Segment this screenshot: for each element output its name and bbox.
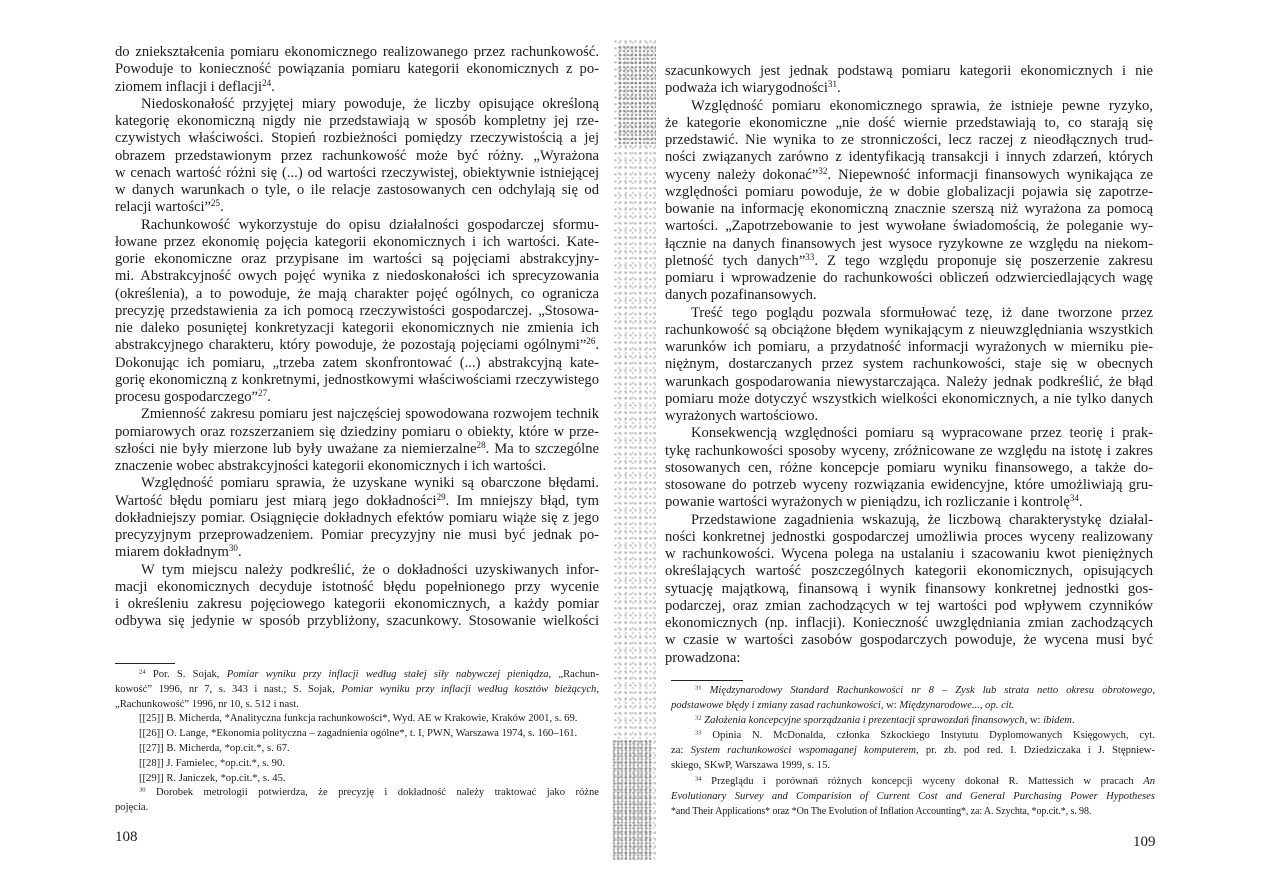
text-line: podarczej, oraz zmian zachodzących w tej wartości pod wpływem czynników [665,597,1153,614]
footnote-line: $^{30}$ Dorobek metrologii potwierdza, że precyzję i dokładność należy traktować jako różne [139,786,599,799]
text-line: bowanie na informację ekonomiczną znacznie szerszą niż wyrażona za pomocą [665,201,1153,217]
left-page-number: 108 [115,829,138,845]
footnote [115,742,599,757]
text-line: wyceny należy dokonać”$^{32}$. Niepewność informacji finansowych wynikająca ze [665,165,1153,183]
left-page-body [115,44,599,631]
paragraph [665,512,1153,667]
text-line: gorie ekonomiczne oraz przypisane im wartości są pojęciami abstrakcyjny- [115,251,599,267]
text-line: ziomem inflacji i deflacji$^{24}$. [115,77,275,95]
left-page-footnotes [115,668,599,816]
text-line: Względność pomiaru ekonomicznego sprawia, że istnieje pewne ryzyko, [691,97,1153,114]
text-line: podważa ich wiarygodności$^{31}$. [665,79,841,97]
text-line: Wartość błędu pomiaru jest miarą jego dokładności$^{29}$. Im mniejszy błąd, tym [115,491,599,509]
footnote [671,728,1155,773]
footnote-marker: 29 [436,491,446,502]
paragraph [665,98,1153,305]
text-line: w rachunkowości. Wycena polega na ustalaniu i szacowaniu kwot pieniężnych [665,546,1153,562]
footnote-marker: 31 [827,79,837,90]
text-line: i określeniu zakresu pojęciowego kategorii ekonomicznych, a każdy pomiar [115,596,599,612]
text-line: Rachunkowość wykorzystuje do opisu działalności gospodarczej sformu- [141,216,599,233]
footnote-line: [[27]] B. Micherda, *op.cit.*, s. 67. [139,742,290,754]
text-line: Przedstawione zagadnienia wskazują, że liczbową charakterystykę działal- [691,511,1153,528]
text-line: pletność tych danych”$^{33}$. Z tego względu proponuje się poszerzenie zakresu [665,251,1153,269]
text-line: danych pozafinansowych. [665,287,817,304]
text-line: pomiaru i wprowadzenie do rachunkowości obliczeń odzwierciedlających wagę [665,270,1153,286]
footnote-line: $^{32}$ Założenia koncepcyjne sporządzania i prezentacji sprawozdań finansowych, w: ibidem. [695,714,1075,727]
text-line: wyrażonych wartościowo. [665,408,819,424]
paragraph [115,96,599,217]
footnote-marker: 34 [695,774,702,782]
text-line: procesu gospodarczego”$^{27}$. [115,388,271,405]
text-line: macji ekonomicznych decyduje istotność błędu popełnionego przy wycenie [115,578,599,595]
text-line: rachunkowość są obciążone błędem wynikającym z nieuwzględniania wszystkich [665,321,1153,338]
footnote-line: [[25]] B. Micherda, *Analityczna funkcja rachunkowości*, Wyd. AE w Krakowie, Kraków 2001, s. 69. [139,713,578,725]
text-line: precyzyjnym przeprowadzeniem. Pomiar precyzyjny nie musi być jednak po- [115,527,599,543]
paragraph [665,425,1153,511]
text-line: względności pomiaru powoduje, że w dobie globalizacji pojawia się zapotrze- [665,183,1153,200]
footnote-line: za: System rachunkowości wspomaganej komputerem, pr. zb. pod red. I. Dziedziczaka i J. Stępniew- [671,745,1155,757]
text-line: W tym miejscu należy podkreślić, że o dokładności uzyskiwanych infor- [141,561,599,578]
text-line: określających wartość poszczególnych kategorii ekonomicznych, opisujących [665,563,1153,580]
text-line: Niedoskonałość przyjętej miary powoduje, że liczby opisujące określoną [141,95,599,112]
right-page-number: 109 [1133,834,1156,850]
paragraph [115,562,599,631]
footnote-marker: 24 [262,77,272,88]
footnote-line: $^{34}$ Przeglądu i porównań różnych koncepcji wyceny dokonał R. Mattessich w pracach An [695,774,1155,787]
footnote-marker: 28 [476,439,486,450]
text-line: miarem dokładnym$^{30}$. [115,543,242,561]
footnote-line: [[28]] J. Famielec, *op.cit.*, s. 90. [139,757,285,769]
text-line: łowane przez ekonomię pojęcia kategorii ekonomicznych i ich wartości. Kate- [115,233,599,250]
text-line: relacji wartości”$^{25}$. [115,198,224,216]
left-footnote-separator [115,663,175,664]
footnote-marker: 32 [818,165,828,176]
text-line: (określenia), a to powoduje, że mają charakter pojęć ogólnych, co ogranicza [115,285,599,302]
text-line: szacunkowych jest jednak podstawą pomiaru kategorii ekonomicznych i nie [665,63,1153,79]
text-line: w danych warunkach o tyle, o ile relacje zastosowanych cen odchylają się od [115,182,599,198]
footnote-marker: 34 [1069,493,1079,504]
paragraph [115,44,599,96]
footnote [115,668,599,712]
text-line: ekonomicznych (np. inflacji). Konieczność uwzględniania zmian zachodzących [665,615,1153,631]
footnote-marker: 32 [695,714,702,722]
text-line: Zmienność zakresu pomiaru jest najczęściej spowodowana rozwojem technik [141,406,599,423]
paragraph [115,406,599,475]
text-line: mi. Abstrakcyjność owych pojęć wynika z niedoskonałości ich sprecyzowania [115,268,599,285]
text-line: obrazem przedstawionym przez rachunkowość może być różny. „Wyrażona [115,147,599,164]
text-line: tykę rachunkowości sposoby wyceny, zróżnicowane ze względu na istotę i zakres [665,442,1153,459]
right-page-footnotes [671,683,1155,819]
paragraph [665,305,1153,426]
footnote-line: Evolutionary Survey and Comparision of Current Cost and General Purchasing Power Hypotheses [671,790,1155,802]
text-line: warunków ich pomiaru, a przydatność informacji wyrażonych w mierniku pie- [665,339,1153,355]
text-line: do zniekształcenia pomiaru ekonomicznego realizowanego przez rachunkowość. [115,44,599,60]
text-line: kategorię ekonomiczną nigdy nie przedstawiają w sposób kompletny jej rze- [115,113,599,129]
text-line: odbywa się jedynie w sposób przybliżony, szacunkowy. Stosowanie wielkości [115,613,599,630]
text-line: sytuację majątkową, finansową i wynik finansowy konkretnej jednostki gos- [665,580,1153,597]
text-line: gorię ekonomiczną z konkretnymi, jednostkowymi właściwościami rzeczywistego [115,371,599,388]
footnote-line: „Rachunkowość” 1996, nr 10, s. 512 i nast. [115,698,299,710]
footnote-line: [[29]] R. Janiczek, *op.cit.*, s. 45. [139,772,286,784]
text-line: precyzję przedstawienia za ich pomocą rzeczywistości gospodarczej. „Stosowa- [115,302,599,319]
right-page-body [665,63,1153,667]
footnote [115,712,599,727]
text-line: stosowanych cen, różne koncepcje pomiaru wyniku finansowego, a także do- [665,459,1153,476]
footnote [671,713,1155,728]
text-line: czywistych właściwości. Stopień rozbieżności pomiędzy rzeczywistością a jej [115,130,599,147]
text-line: ności konkretnej jednostki gospodarczej umożliwia proces wyceny realizowany [665,528,1153,545]
text-line: warunkach gospodarowania niewystarczająca. Należy jednak podkreślić, że błąd [665,373,1153,390]
text-line: nie daleko posuniętej konkretyzacji kategorii ekonomicznych nie zmienia ich [115,320,599,336]
paragraph [115,217,599,407]
footnote [115,757,599,772]
text-line: stosowane do potrzeb wyceny rozwiązania ewidencyjne, które umożliwiają gru- [665,477,1153,493]
footnote-marker: 24 [139,668,146,676]
text-line: pomiarowych oraz rozszerzaniem się dziedziny pomiaru o obiekty, które w prze- [115,423,599,440]
footnote-line: *and Their Applications* oraz *On The Evolution of Inflation Accounting*, za: A. Szychta, *op.cit.*, s. 98. [671,805,1092,817]
footnote-line: $^{24}$ Por. S. Sojak, Pomiar wyniku przy inflacji według stałej siły nabywczej pieniądza, „Rachun- [139,668,600,680]
text-line: szłości nie były mierzone lub były uważane za niemierzalne$^{28}$. Ma to szczególne [115,439,599,457]
text-line: łącznie na danych finansowych jest wysoce ryzykowne ze względu na niekom- [665,235,1153,252]
footnote-line: pojęcia. [115,802,149,814]
text-line: że kategorie ekonomiczne „nie dość wiernie przedstawiają to, co starają się [665,114,1153,131]
footnote-marker: 33 [805,251,815,262]
text-line: w cenach wartość różni się (...) od wartości rzeczywistej, obiektywnie istniejącej [115,164,599,181]
text-line: w czasie w wartości zasobów gospodarczych powoduje, że wycena musi być [665,632,1153,649]
text-line: niężnym, dostarczanych przez system rachunkowości, staje się w obecnych [665,356,1153,373]
right-footnote-separator [671,680,743,681]
text-line: prowadzona: [665,649,741,666]
footnote [671,683,1155,713]
footnote-line: podstawowe błędy i zmiany zasad rachunkowości, w: Międzynarodowe..., op. cit. [671,700,1015,712]
footnote [115,727,599,742]
text-line: ności związanych zarówno z identyfikacją transakcji i innych zdarzeń, których [665,149,1153,166]
text-line: powanie wartości wyrażonych w pieniądzu, ich rozliczanie i kontrolę$^{34}$. [665,493,1083,511]
text-line: Treść tego poglądu pozwala sformułować tezę, iż dane tworzone przez [691,304,1153,321]
text-line: dokładniejszy pomiar. Osiągnięcie dokładnych efektów pomiaru wiąże się z jego [115,509,599,526]
text-line: przedstawić. Nie wynika to ze stronniczości, lecz raczej z nieodłącznych trud- [665,132,1153,148]
footnote-marker: 25 [211,198,221,209]
book-gutter-scan-noise [614,40,656,860]
footnote-marker: 26 [586,336,596,347]
text-line: znaczenie wobec abstrakcyjności kategorii ekonomicznych i ich wartości. [115,458,547,474]
footnote-line: kowość” 1996, nr 7, s. 343 i nast.; S. Sojak, Pomiar wyniku przy inflacji według kosztów bieżących, [115,683,599,695]
text-line: pomiaru może dotyczyć wszystkich wielkości ekonomicznych, a nie tylko danych [665,390,1153,407]
text-line: Dokonując ich pomiaru, „trzeba zatem skonfrontować (...) abstrakcyjną kate- [115,354,599,371]
footnote-marker: 27 [258,388,268,399]
footnote-marker: 30 [139,786,146,794]
book-gutter-scan-noise-bottom [612,740,652,860]
footnote-line: $^{31}$ Międzynarodowy Standard Rachunkowości nr 8 – Zysk lub strata netto okresu obrotowego, [695,684,1155,696]
paragraph [115,475,599,561]
footnote-marker: 33 [695,729,702,737]
footnote-marker: 31 [695,684,702,692]
text-line: Konsekwencją względności pomiaru są wypracowane przez teorię i prak- [691,425,1153,442]
footnote-line: skiego, SKwP, Warszawa 1999, s. 15. [671,760,831,772]
text-line: Względność pomiaru sprawia, że uzyskane wyniki są obarczone błędami. [141,475,599,492]
text-line: abstrakcyjnego charakteru, który powoduje, że pozostają pojęciami ogólnymi”$^{26}$. [115,336,599,354]
footnote [115,786,599,816]
text-line: Powoduje to konieczność powiązania pomiaru kategorii ekonomicznych z po- [115,61,599,78]
footnote-line: $^{33}$ Opinia N. McDonalda, członka Szkockiego Instytutu Dyplomowanych Księgowych, cyt. [695,729,1155,742]
footnote [115,772,599,787]
footnote-line: [[26]] O. Lange, *Ekonomia polityczna – zagadnienia ogólne*, t. I, PWN, Warszawa 1974, s. 160–161. [139,728,578,740]
footnote [671,774,1155,819]
footnote-marker: 30 [228,543,238,554]
text-line: wartości. „Zapotrzebowanie to jest wywołane świadomością, że poleganie wy- [665,218,1153,235]
paragraph [665,63,1153,98]
book-gutter-scan-noise-top [618,45,656,145]
